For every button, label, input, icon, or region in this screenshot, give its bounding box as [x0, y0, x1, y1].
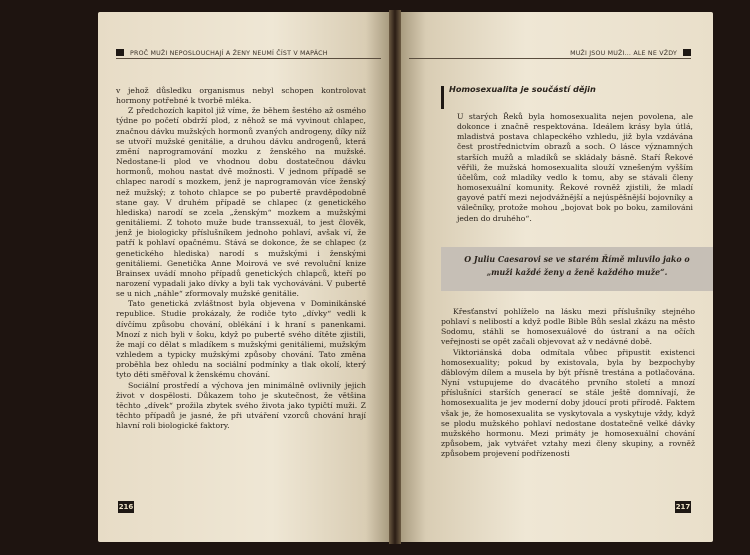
pull-quote	[441, 247, 713, 291]
running-header-right	[409, 49, 691, 59]
paragraph: Křesťanství pohlíželo na lásku mezi příslušníky stejného pohlaví s nelibostí a když podle Bible Bůh seslal zkázu na město Sodomu, stáhli se homosexuálové do ústraní a na očích veřejnosti se opět začali objevovat až v nedávné době.	[441, 307, 695, 347]
pull-quote-text: O Juliu Caesarovi se ve starém Římě mluvilo jako o „muži každé ženy a ženě každého muže“.	[464, 255, 690, 277]
paragraph: Sociální prostředí a výchova jen minimálně ovlivnily jejich život v dospělosti. Důkazem toho je skutečnost, že většina těchto „dívek“ prožila zbytek svého života jako typičtí muži. Z těchto případů je jasné, že při utváření vzorců chování hrají hlavní roli biologické faktory.	[116, 380, 366, 431]
section-heading	[441, 84, 697, 94]
paragraph: Viktoriánská doba odmítala vůbec připustit existenci homosexuality; pokud by existovala, byla by bezpochyby ďáblovým dílem a musela by být přísně trestána a potlačována. Nyní vstupujeme do dvacátého prvního století a mnozí příslušníci starších generací se stále ještě domnívají, že homosexualita je jev moderní doby jdoucí proti přírodě. Faktem však je, že homosexualita se vyskytovala a vyskytuje vždy, když se plodu mužského pohlaví nedostane dostatečně velké dávky mužského hormonu. Mezi primáty je homosexuální chování způsobem, jak vytvářet vztahy mezi členy skupiny, a rovněž způsobem projevení podřízenosti	[441, 347, 695, 459]
paragraph: U starých Řeků byla homosexualita nejen povolena, ale dokonce i značně respektována. Ideálem krásy byla útlá, mladistvá postava chlapeckého vzhledu, již byla vzdávána čest prostřednictvím obrazů a soch. O lásce významných starších mužů a mladíků se skládaly básně. Staří Řekové věřili, že mužská homosexualita slouží vznešeným vyšším účelům, což mladíky vedlo k tomu, aby se stávali členy homosexuální komunity. Řekové rovněž zjistili, že mladí gayové patří mezi nejodvážnější a nejúspěšnější bojovníky a válečníky, protože mohou „bojovat bok po boku, zamilováni jeden do druhého“.	[457, 112, 693, 223]
page-number: 216	[118, 503, 134, 511]
right-page	[401, 12, 713, 542]
left-body-text	[116, 86, 366, 431]
section-intro-text	[457, 112, 693, 224]
header-square-marker	[116, 49, 124, 56]
book-gutter	[389, 10, 401, 544]
left-page	[98, 12, 389, 542]
header-title: MUŽI JSOU MUŽI... ALE NE VŽDY	[570, 50, 677, 57]
header-square-marker	[683, 49, 691, 56]
running-header-left	[116, 49, 381, 59]
section-title: Homosexualita je součástí dějin	[449, 84, 596, 94]
header-title: PROČ MUŽI NEPOSLOUCHAJÍ A ŽENY NEUMÍ ČÍST V MAPÁCH	[130, 50, 328, 57]
right-body-text	[441, 307, 695, 459]
paragraph: Z předchozích kapitol již víme, že během šestého až osmého týdne po početí obdrží plod, z něhož se má vyvinout chlapec, značnou dávku mužských hormonů zvaných androgeny, díky níž se utvoří mužské genitálie, a druhou dávku androgenů, která změní naprogramování mozku z ženského na mužské. Nedostane-li plod ve vhodnou dobu dostatečnou dávku hormonů, mohou nastat dvě možnosti. V jednom případě se chlapec narodí s mozkem, jenž je naprogramován více ženský než mužský; z tohoto chlapce se po pubertě pravděpodobně stane gay. V druhém případě se chlapec (z genetického hlediska) narodí se zcela „ženským“ mozkem a mužskými genitáliemi. Z tohoto muže bude transsexuál, to jest člověk, jenž je biologicky příslušníkem jednoho pohlaví, avšak ví, že patří k pohlaví opačnému. Stává se dokonce, že se chlapec (z genetického hlediska) narodí s mužskými i ženskými genitáliemi. Genetička Anne Moirová ve své revoluční knize Brainsex uvádí mnoho případů genetických chlapců, kteří po narození vypadali jako dívky a byli tak vychováváni. V pubertě se u nich „náhle“ zformovaly mužské genitálie.	[116, 106, 366, 299]
paragraph: Tato genetická zvláštnost byla objevena v Dominikánské republice. Studie prokázaly, že rodiče tyto „dívky“ vedli k dívčímu způsobu chování, oblékání i k hraní s panenkami. Mnozí z nich byli v šoku, když po pubertě svého dítěte zjistili, že mají co dělat s mladíkem s mužskými genitáliemi, mužským vzhledem a typicky mužskými způsoby chování. Tato změna proběhla bez ohledu na sociální podmínky a tlak okolí, který tyto děti směřoval k ženskému chování.	[116, 299, 366, 380]
section-bar	[441, 86, 444, 109]
paragraph: v jehož důsledku organismus nebyl schopen kontrolovat hormony potřebné k tvorbě mléka.	[116, 86, 366, 106]
page-number: 217	[675, 503, 691, 511]
